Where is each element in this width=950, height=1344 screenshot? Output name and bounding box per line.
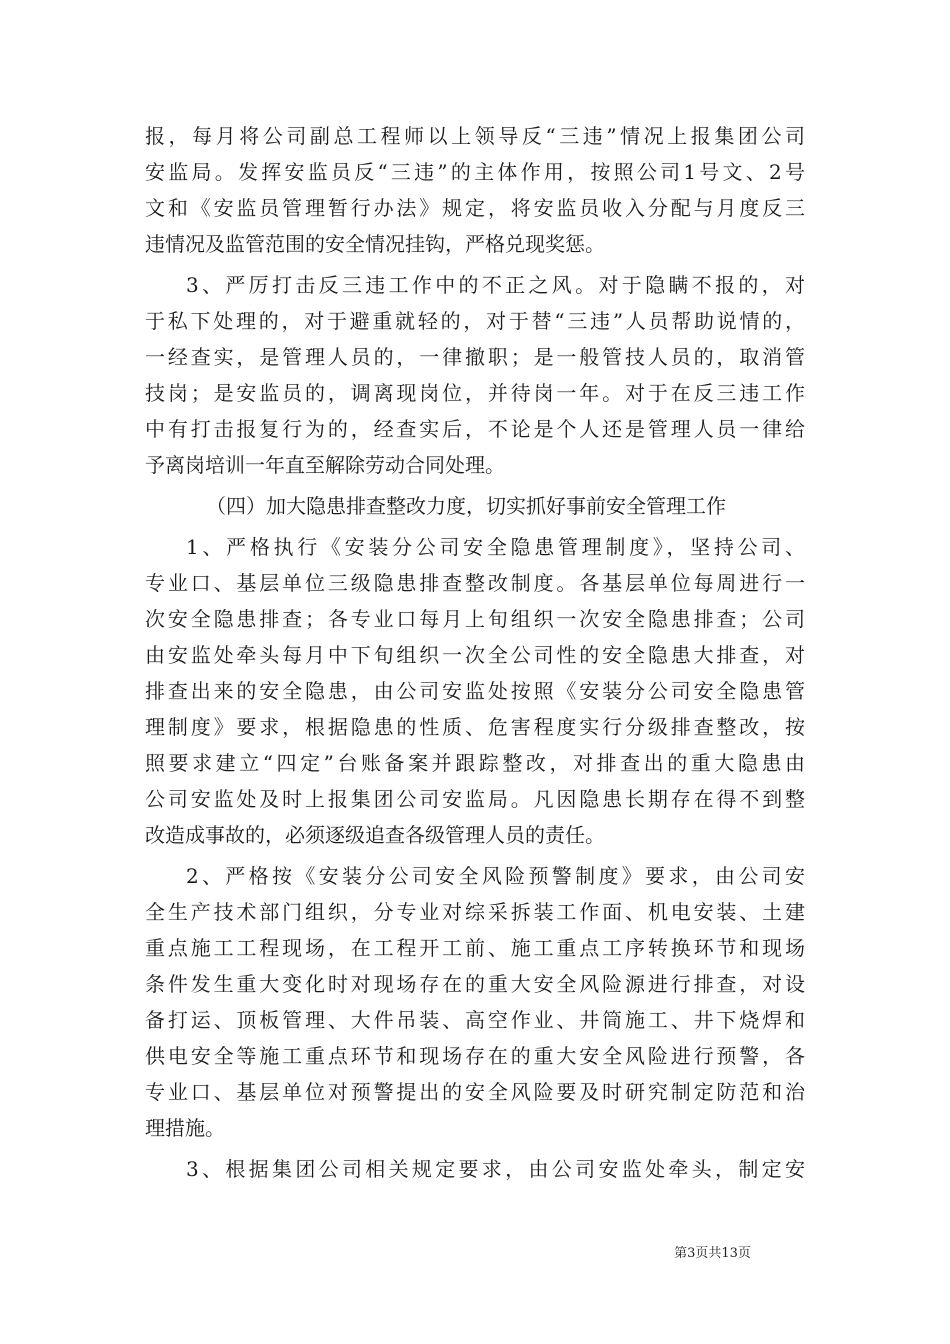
text-line: 中有打击报复行为的，经查实后，不论是个人还是管理人员一律给 [145, 417, 805, 441]
text-line: 改造成事故的，必须逐级追查各级管理人员的责任。 [145, 823, 605, 847]
text-line: 照要求建立“四定”台账备案并跟踪整改，对排查出的重大隐患由 [145, 751, 805, 775]
section-heading: （四）加大隐患排查整改力度，切实抓好事前安全管理工作 [206, 494, 726, 518]
text-line: 违情况及监管范围的安全情况挂钩，严格兑现奖惩。 [145, 232, 605, 256]
text-line: 技岗；是安监员的，调离现岗位，并待岗一年。对于在反三违工作 [145, 381, 805, 405]
text-line: 文和《安监员管理暂行办法》规定，将安监员收入分配与月度反三 [145, 196, 805, 220]
text-line: 报，每月将公司副总工程师以上领导反“三违”情况上报集团公司 [145, 124, 805, 148]
text-line: 由安监处牵头每月中下旬组织一次全公司性的安全隐患大排查，对 [145, 643, 805, 667]
text-line: 于私下处理的，对于避重就轻的，对于替“三违”人员帮助说情的， [145, 309, 805, 333]
paragraph-start-line: 3、根据集团公司相关规定要求，由公司安监处牵头，制定安 [186, 1157, 805, 1181]
text-line: 专业口、基层单位对预警提出的安全风险要及时研究制定防范和治 [145, 1080, 805, 1104]
text-line: 重点施工工程现场，在工程开工前、施工重点工序转换环节和现场 [145, 936, 805, 960]
text-line: 供电安全等施工重点环节和现场存在的重大安全风险进行预警，各 [145, 1044, 805, 1068]
page-number-footer [0, 1246, 950, 1262]
paragraph-start-line: 2、严格按《安装分公司安全风险预警制度》要求，由公司安 [186, 864, 805, 888]
text-line: 理制度》要求，根据隐患的性质、危害程度实行分级排查整改，按 [145, 715, 805, 739]
text-line: 安监局。发挥安监员反“三违”的主体作用，按照公司1号文、2号 [145, 160, 805, 184]
text-line: 一经查实，是管理人员的，一律撤职；是一般管技人员的，取消管 [145, 345, 805, 369]
text-line: 予离岗培训一年直至解除劳动合同处理。 [145, 453, 505, 477]
text-line: 公司安监处及时上报集团公司安监局。凡因隐患长期存在得不到整 [145, 787, 805, 811]
text-line: 排查出来的安全隐患，由公司安监处按照《安装分公司安全隐患管 [145, 679, 805, 703]
page-number: 第3页共13页 [674, 1246, 751, 1261]
text-line: 次安全隐患排查；各专业口每月上旬组织一次安全隐患排查；公司 [145, 607, 805, 631]
text-line: 专业口、基层单位三级隐患排查整改制度。各基层单位每周进行一 [145, 571, 805, 595]
text-line: 备打运、顶板管理、大件吊装、高空作业、井筒施工、井下烧焊和 [145, 1008, 805, 1032]
text-line: 全生产技术部门组织，分专业对综采拆装工作面、机电安装、土建 [145, 900, 805, 924]
text-line: 条件发生重大变化时对现场存在的重大安全风险源进行排查，对设 [145, 972, 805, 996]
paragraph-start-line: 1、严格执行《安装分公司安全隐患管理制度》，坚持公司、 [186, 535, 805, 559]
text-line: 理措施。 [145, 1116, 225, 1140]
paragraph-start-line: 3、严厉打击反三违工作中的不正之风。对于隐瞒不报的，对 [186, 273, 805, 297]
